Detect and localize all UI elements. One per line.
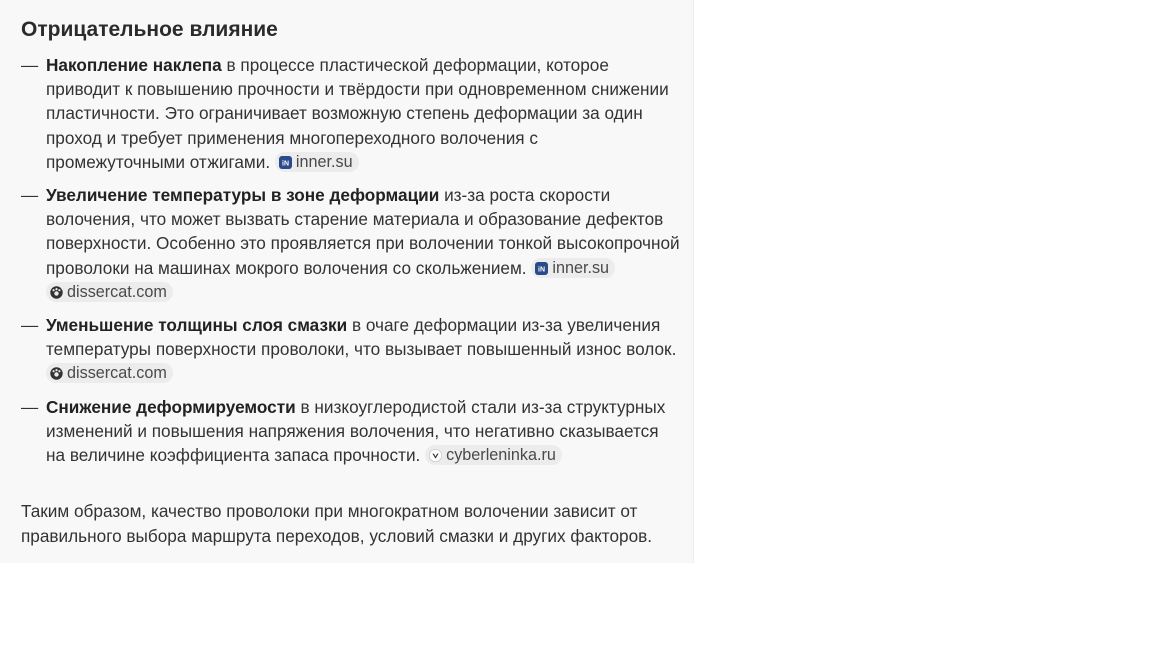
dash-bullet: — bbox=[21, 315, 39, 336]
item-title: Накопление наклепа bbox=[46, 55, 222, 75]
section-heading: Отрицательное влияние bbox=[21, 18, 278, 41]
summary-paragraph: Таким образом, качество проволоки при многократном волочении зависит от правильного выбора маршрута переходов, условий смазки и других факторов. bbox=[21, 501, 653, 546]
source-chip-inner-su[interactable] bbox=[531, 258, 615, 278]
item-text: в низкоуглеродистой стали из-за структурных изменений и повышения напряжения волочения, что негативно сказывается на величине коэффициента запаса прочности. bbox=[46, 396, 666, 466]
source-chip-cyberleninka[interactable] bbox=[425, 445, 562, 465]
source-chip-dissercat[interactable] bbox=[46, 282, 173, 302]
dissercat-icon bbox=[50, 286, 63, 299]
item-title: Снижение деформируемости bbox=[46, 396, 296, 417]
svg-text:iN: iN bbox=[538, 266, 546, 274]
item-text: из-за роста скорости волочения, что может вызвать старение материала и образование дефектов поверхности. Особенно это проявляется при волочении тонкой высокопрочной проволоки на машинах мокрого волочения со скольжением. bbox=[46, 185, 680, 278]
dissercat-icon bbox=[50, 367, 63, 380]
source-label: inner.su bbox=[552, 258, 610, 277]
source-chip-inner-su[interactable] bbox=[275, 152, 359, 172]
source-label: dissercat.com bbox=[67, 282, 167, 301]
effects-list bbox=[21, 53, 681, 476]
item-text: в процессе пластической деформации, которое приводит к повышению прочности и твёрдости при одновременном снижении пластичности. Это ограничивает возможную степень деформации за один проход и требует применения многопереходного волочения с промежуточными отжигами. bbox=[46, 55, 669, 172]
dash-bullet: — bbox=[21, 396, 39, 417]
item-title: Уменьшение толщины слоя смазки bbox=[46, 315, 348, 336]
list-item bbox=[21, 53, 681, 174]
source-label: dissercat.com bbox=[67, 364, 167, 383]
list-item bbox=[21, 395, 681, 468]
dash-bullet: — bbox=[21, 185, 39, 206]
cyberleninka-icon bbox=[429, 449, 442, 462]
inner-su-icon bbox=[535, 262, 548, 275]
item-title: Увеличение температуры в зоне деформации bbox=[46, 185, 440, 206]
source-label: inner.su bbox=[295, 152, 353, 171]
source-label: cyberleninka.ru bbox=[446, 446, 556, 465]
svg-text:iN: iN bbox=[281, 160, 289, 168]
inner-su-icon bbox=[279, 156, 292, 169]
dash-bullet: — bbox=[21, 55, 39, 75]
list-item bbox=[21, 313, 681, 386]
item-text: в очаге деформации из-за увеличения температуры поверхности проволоки, что вызывает повышенный износ волок. bbox=[46, 315, 677, 360]
list-item bbox=[21, 183, 681, 304]
source-chip-dissercat[interactable] bbox=[46, 363, 173, 383]
